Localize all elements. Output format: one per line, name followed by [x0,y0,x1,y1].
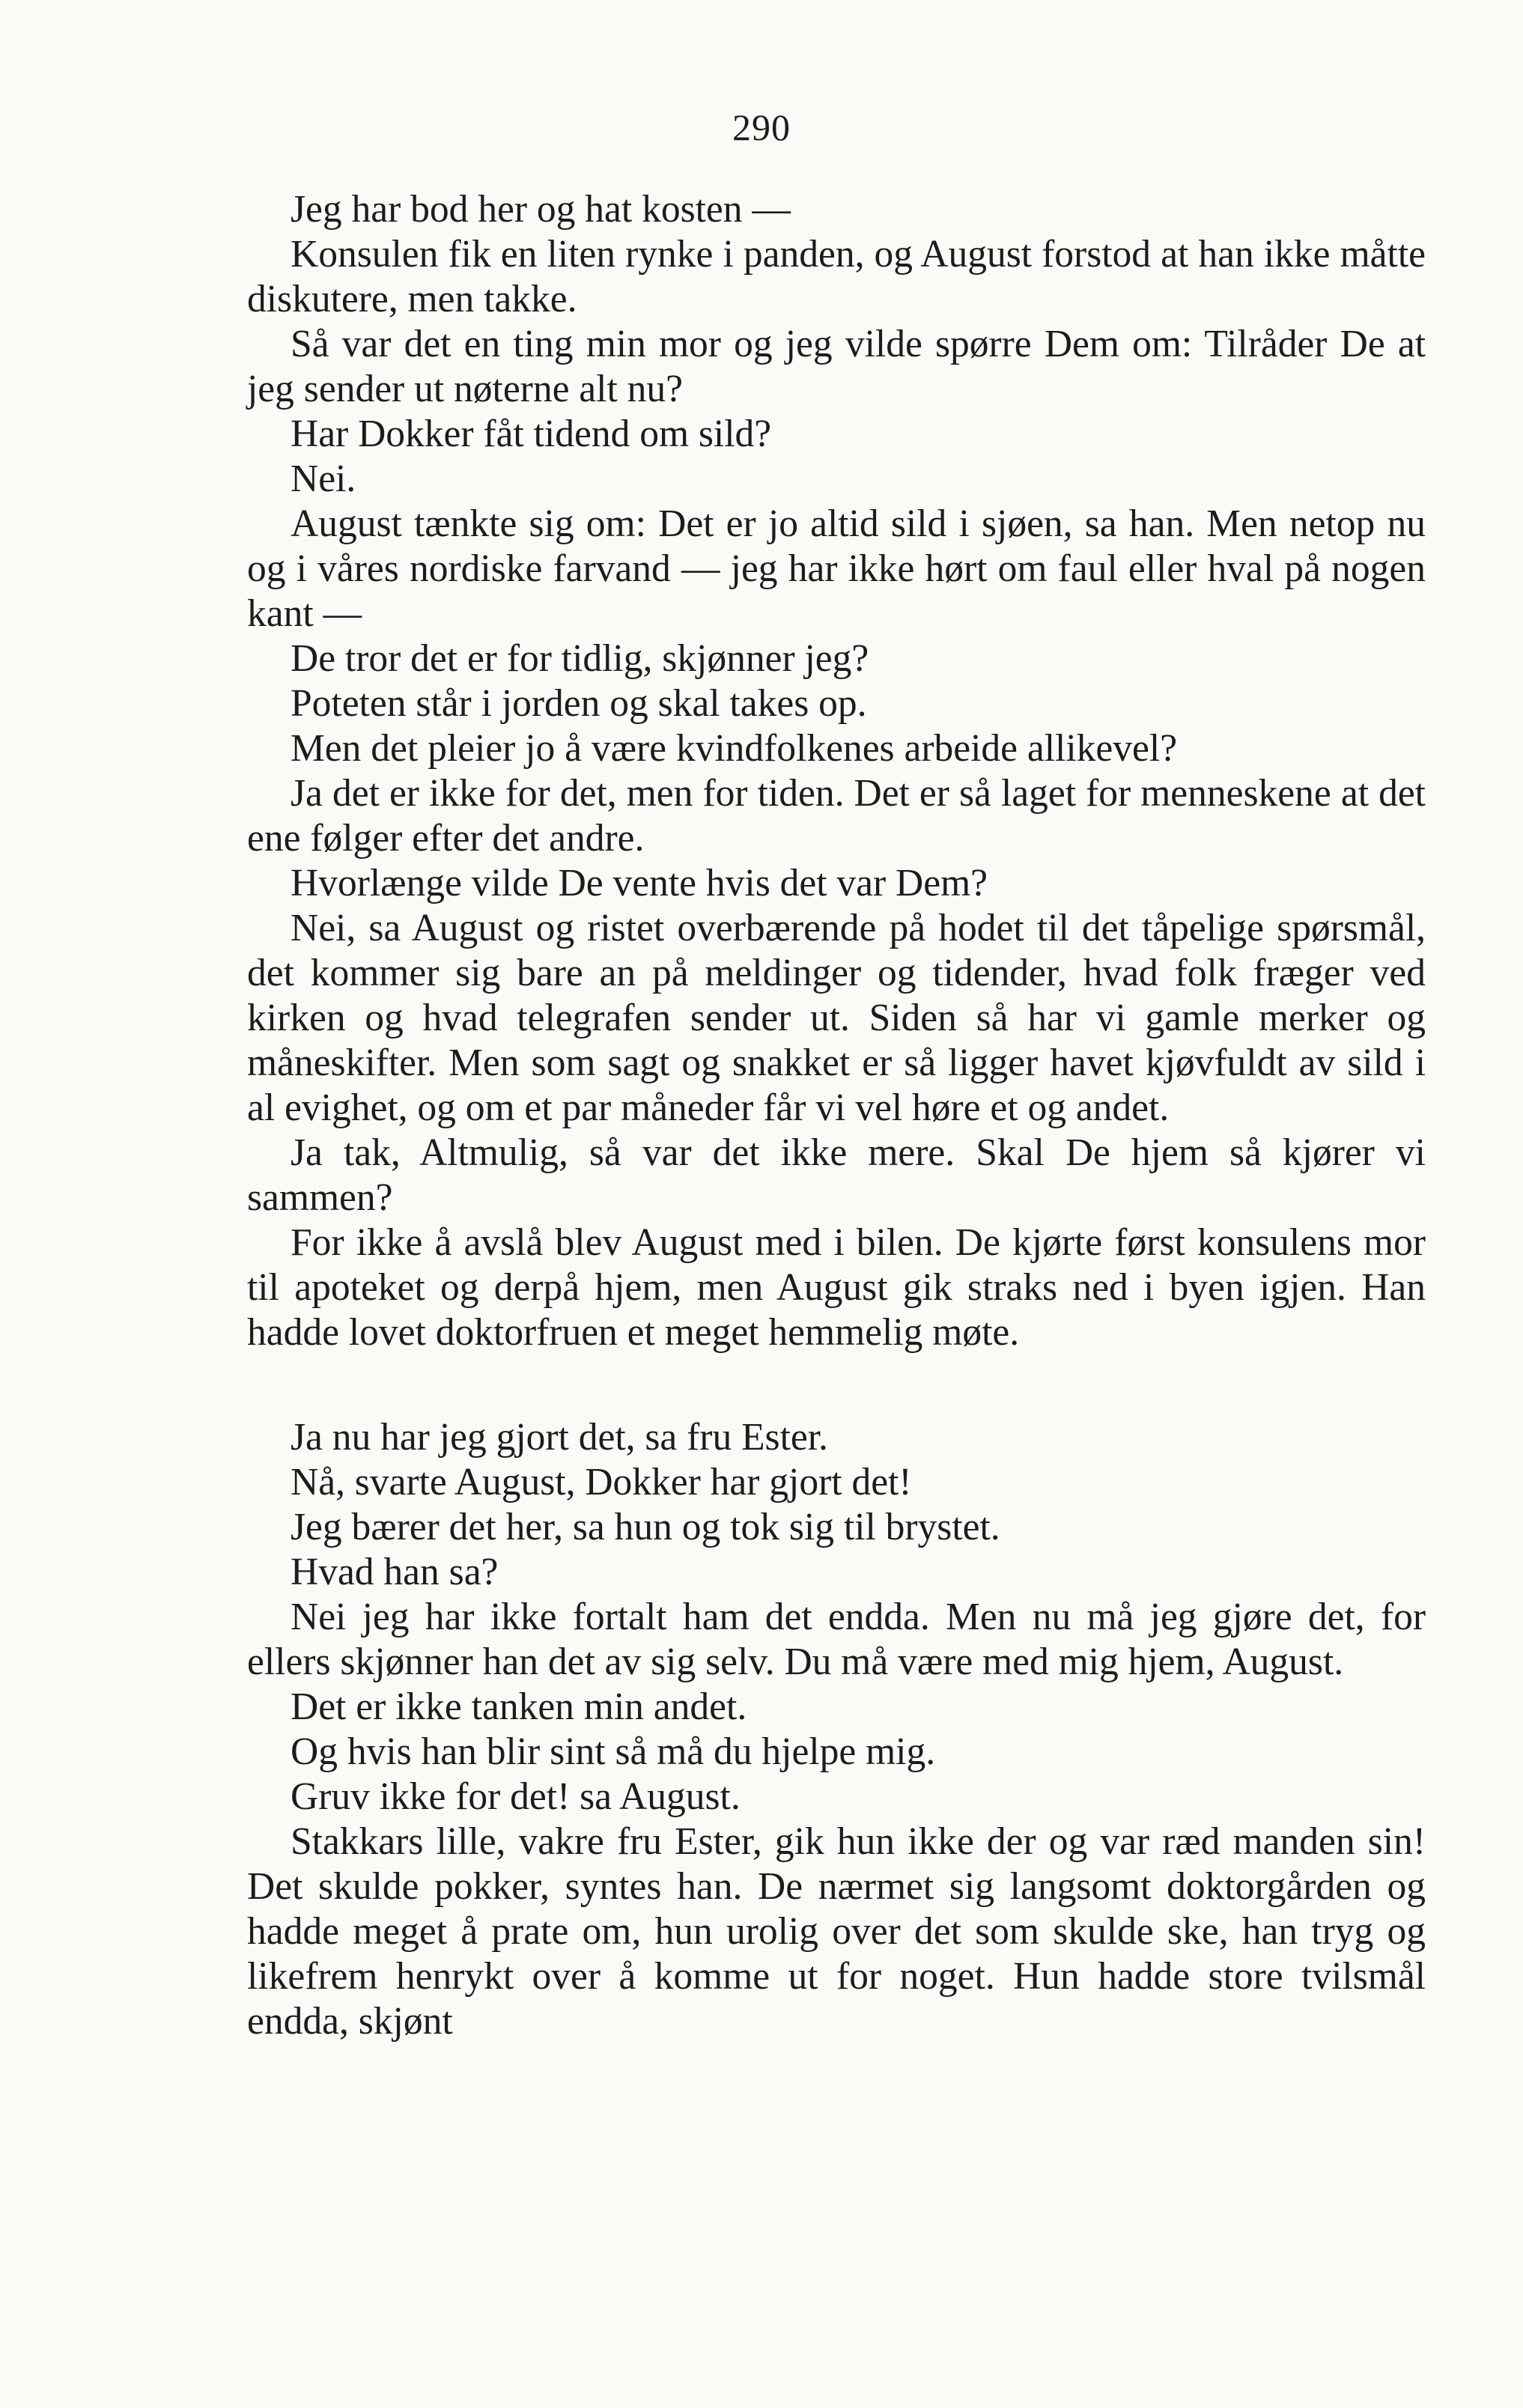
paragraph: Nei, sa August og ristet overbærende på hodet til det tåpelige spørsmål, det kommer sig bare an på meldinger og tidender, hvad folk fræger ved kirken og hvad telegrafen sender ut. Siden så har vi gamle merker og måneskifter. Men som sagt og snakket er så ligger havet kjøvfuldt av sild i al evighet, og om et par måneder får vi vel høre et og andet. [247,907,1426,1129]
paragraph: Ja nu har jeg gjort det, sa fru Ester. [291,1416,828,1459]
paragraph: Jeg bærer det her, sa hun og tok sig til brystet. [291,1506,1000,1548]
paragraph: Poteten står i jorden og skal takes op. [291,682,867,725]
paragraph: Stakkars lille, vakre fru Ester, gik hun ikke der og var ræd manden sin! Det skulde pokker, syntes han. De nærmet sig langsomt doktorgården og hadde meget å prate om, hun urolig over det som skulde ske, han tryg og likefrem henrykt over å komme ut for noget. Hun hadde store tvilsmål endda, skjønt [247,1820,1426,2043]
paragraph: De tror det er for tidlig, skjønner jeg? [291,637,869,680]
paragraph: Hvorlænge vilde De vente hvis det var Dem? [291,862,988,904]
paragraph: For ikke å avslå blev August med i bilen. De kjørte først konsulens mor til apoteket og derpå hjem, men August gik straks ned i byen igjen. Han hadde lovet doktorfruen et meget hemmelig møte. [247,1221,1426,1354]
paragraph: Ja tak, Altmulig, så var det ikke mere. Skal De hjem så kjører vi sammen? [247,1131,1426,1219]
paragraph: Ja det er ikke for det, men for tiden. Det er så laget for menneskene at det ene følger efter det andre. [247,772,1426,860]
paragraph: Så var det en ting min mor og jeg vilde spørre Dem om: Tilråder De at jeg sender ut nøterne alt nu? [247,323,1426,410]
paragraph: Jeg har bod her og hat kosten — [291,188,791,231]
body-text [247,187,1426,2044]
paragraph: Nei. [291,457,356,500]
paragraph: Konsulen fik en liten rynke i panden, og August forstod at han ikke måtte diskutere, men takke. [247,233,1426,320]
page-number: 290 [732,106,791,148]
paragraph: Nå, svarte August, Dokker har gjort det! [291,1461,912,1504]
paragraph: Har Dokker fåt tidend om sild? [291,413,772,455]
paragraph: Men det pleier jo å være kvindfolkenes arbeide allikevel? [291,727,1178,770]
paragraph: Det er ikke tanken min andet. [291,1685,747,1728]
paragraph: Nei jeg har ikke fortalt ham det endda. Men nu må jeg gjøre det, for ellers skjønner han det av sig selv. Du må være med mig hjem, August. [247,1596,1426,1683]
section-break [247,1355,1426,1415]
paragraph: Gruv ikke for det! sa August. [291,1775,741,1818]
paragraph: Og hvis han blir sint så må du hjelpe mig. [291,1730,936,1773]
paragraph: August tænkte sig om: Det er jo altid sild i sjøen, sa han. Men netop nu og i våres nordiske farvand — jeg har ikke hørt om faul eller hval på nogen kant — [247,502,1426,635]
paragraph: Hvad han sa? [291,1551,499,1593]
